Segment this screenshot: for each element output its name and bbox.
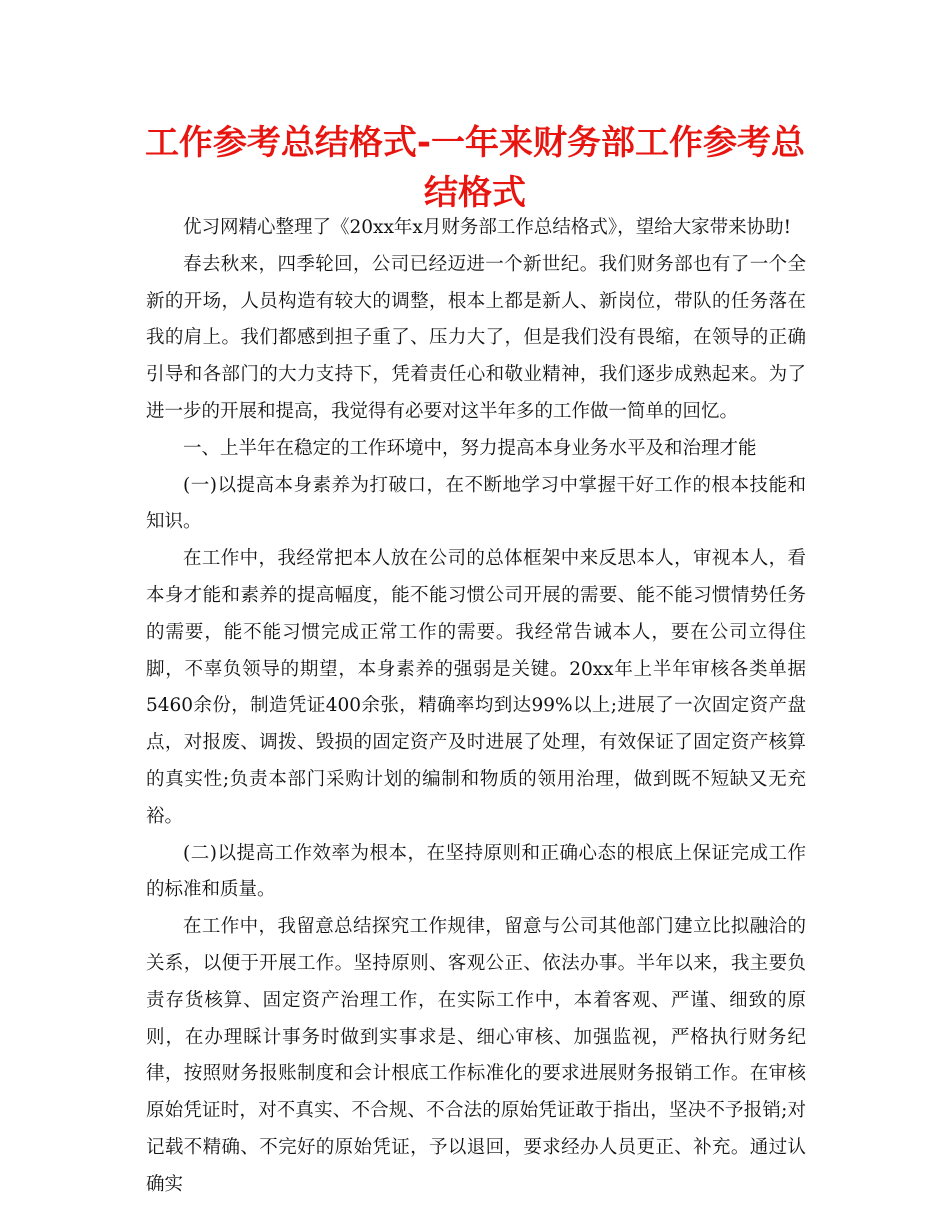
document-body	[146, 210, 806, 1204]
subsection-heading-2: (二)以提高工作效率为根本，在坚持原则和正确心态的根底上保证完成工作的标准和质量。	[146, 842, 806, 901]
subsection-heading-1: (一)以提高本身素养为打破口，在不断地学习中掌握干好工作的根本技能和知识。	[146, 474, 806, 533]
paragraph-opening: 春去秋来，四季轮回，公司已经迈进一个新世纪。我们财务部也有了一个全新的开场，人员构造有较大的调整，根本上都是新人、新岗位，带队的任务落在我的肩上。我们都感到担子重了、压力大了，但是我们没有畏缩，在领导的正确引导和各部门的大力支持下，凭着责任心和敬业精神，我们逐步成熟起来。为了进一步的开展和提高，我觉得有必要对这半年多的工作做一简单的回忆。	[146, 253, 806, 422]
paragraph-body-1: 在工作中，我经常把本人放在公司的总体框架中来反思本人，审视本人，看本身才能和素养的提高幅度，能不能习惯公司开展的需要、能不能习惯情势任务的需要，能不能习惯完成正常工作的需要。我经常告诫本人，要在公司立得住脚，不辜负领导的期望，本身素养的强弱是关键。20xx年上半年审核各类单据5460余份，制造凭证400余张，精确率均到达99%以上;进展了一次固定资产盘点，对报废、调拨、毁损的固定资产及时进展了处理，有效保证了固定资产核算的真实性;负责本部门采购计划的编制和物质的领用治理，做到既不短缺又无充裕。	[146, 548, 806, 827]
document-title: 工作参考总结格式-一年来财务部工作参考总结格式	[144, 123, 806, 213]
paragraph-body-2: 在工作中，我留意总结探究工作规律，留意与公司其他部门建立比拟融洽的关系，以便于开展工作。坚持原则、客观公正、依法办事。半年以来，我主要负责存货核算、固定资产治理工作，在实际工作中，本着客观、严谨、细致的原则，在办理睬计事务时做到实事求是、细心审核、加强监视，严格执行财务纪律，按照财务报账制度和会计根底工作标准化的要求进展财务报销工作。在审核原始凭证时，对不真实、不合规、不合法的原始凭证敢于指出，坚决不予报销;对记载不精确、不完好的原始凭证，予以退回，要求经办人员更正、补充。通过认确实	[146, 916, 806, 1195]
section-heading-1: 一、上半年在稳定的工作环境中，努力提高本身业务水平及和治理才能	[183, 437, 757, 459]
paragraph-intro: 优习网精心整理了《20xx年x月财务部工作总结格式》，望给大家带来协助!	[183, 217, 792, 238]
